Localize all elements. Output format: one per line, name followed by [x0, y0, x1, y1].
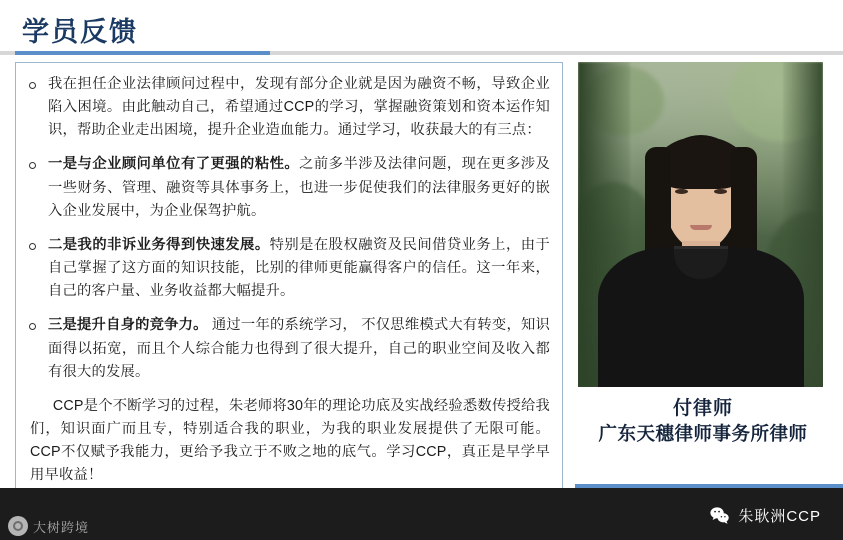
footer-bar [0, 488, 843, 540]
student-photo [578, 62, 823, 387]
bullet-text: 特别是在股权融资及民间借贷业务上，由于自己掌握了这方面的知识技能，比别的律师更能赢得客户的信任。这一年来，自己的客户量、业务收益都大幅提升。 [48, 236, 550, 300]
mouth [690, 225, 712, 230]
bullet-lead: 二是我的非诉业务得到快速发展。 [48, 236, 270, 253]
header-accent-bar [15, 51, 270, 55]
slide-header [0, 0, 843, 55]
closing-paragraph: CCP是个不断学习的过程，朱老师将30年的理论功底及实战经验悉数传授给我们，知识面广而且专，特别适合我的职业，为我的职业发展提供了无限可能。CCP不仅赋予我能力，更给予我立于不败之地的底气。学习CCP，真正是早学早用早收益！ [30, 397, 550, 484]
footer-brand [709, 505, 821, 526]
bullet-lead: 一是与企业顾问单位有了更强的粘性。 [48, 156, 300, 173]
profile-firm: 广东天穗律师事务所律师 [598, 422, 808, 444]
bullet-text: 我在担任企业法律顾问过程中，发现有部分企业就是因为融资不畅，导致企业陷入困境。由此触动自己，希望通过CCP的学习，掌握融资策划和资本运作知识，帮助企业走出困境，提升企业造血能力。通过学习，收获最大的有三点： [48, 76, 550, 139]
list-item [26, 153, 550, 222]
list-item [26, 73, 550, 142]
person-figure [596, 129, 806, 387]
footer-brand-text: 朱耿洲CCP [738, 508, 821, 525]
eye-left [675, 189, 688, 194]
profile-name: 付律师 [672, 398, 733, 419]
testimonial-bullet-list [26, 73, 550, 384]
testimonial-panel [15, 62, 563, 517]
page-title: 学员反馈 [22, 17, 138, 47]
bullet-lead: 三是提升自身的竞争力。 [48, 317, 208, 334]
watermark [8, 516, 89, 536]
list-item [26, 314, 550, 383]
profile-caption [578, 396, 828, 447]
watermark-logo-icon [8, 516, 28, 536]
list-item [26, 234, 550, 303]
bullet-text: 之前多半涉及法律问题，现在更多涉及一些财务、管理、融资等具体事务上，也进一步促使我们的法律服务更好的嵌入企业发展中，为企业保驾护航。 [48, 156, 550, 219]
wechat-icon [709, 505, 730, 526]
watermark-text: 大树跨境 [33, 519, 90, 535]
eye-right [714, 189, 727, 194]
bullet-text: 通过一年的系统学习， 不仅思维模式大有转变，知识面得以拓宽，而且个人综合能力也得到了很大提升，自己的职业空间及收入都有很大的发展。 [48, 317, 550, 380]
